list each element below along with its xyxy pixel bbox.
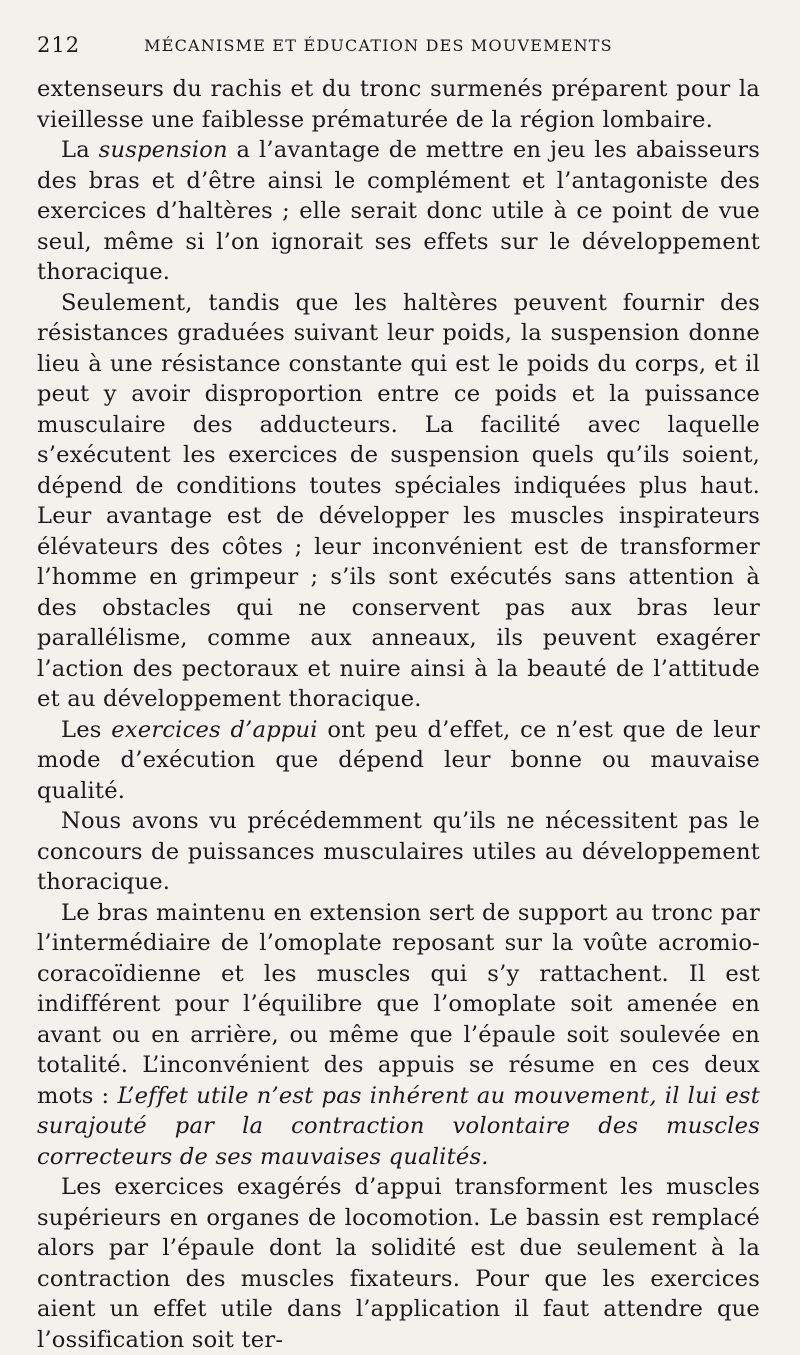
paragraph-2-suffix: a l’avantage de mettre en jeu les abaisseurs des bras et d’être ainsi le complément et l’antagoniste des exercices d’haltères ; elle serait donc utile à ce point de vue seul, même si l’on ignorait ses effets sur le développement thoracique.	[37, 137, 760, 285]
paragraph-5	[37, 806, 760, 898]
page-number: 212	[37, 33, 81, 57]
paragraph-6-italic: L’effet utile n’est pas inhérent au mouvement, il lui est surajouté par la contraction volontaire des muscles correcteurs de ses mauvaises qualités.	[37, 1082, 760, 1170]
paragraph-1-text: extenseurs du rachis et du tronc surmenés préparent pour la vieillesse une faiblesse prématurée de la région lombaire.	[37, 76, 760, 133]
paragraph-4-suffix: ont peu d’effet, ce n’est que de leur mode d’exécution que dépend leur bonne ou mauvaise qualité.	[37, 716, 760, 804]
paragraph-2-italic: suspension	[98, 137, 228, 163]
paragraph-5-text: Nous avons vu précédemment qu’ils ne nécessitent pas le concours de puissances musculaires utiles au développement thoracique.	[37, 808, 760, 895]
paragraph-2	[37, 135, 760, 288]
paragraph-7-text: Les exercices exagérés d’appui transforment les muscles supérieurs en organes de locomotion. Le bassin est remplacé alors par l’épaule dont la solidité est due seulement à la contraction des muscles fixateurs. Pour que les exercices aient un effet utile dans l’application il faut attendre que l’ossification soit ter-	[37, 1174, 760, 1353]
body-text	[37, 74, 760, 1355]
running-head: MÉCANISME ET ÉDUCATION DES MOUVEMENTS	[144, 35, 613, 55]
paragraph-1	[37, 74, 760, 135]
paragraph-4-prefix: Les	[61, 716, 112, 743]
paragraph-4-italic: exercices d’appui	[111, 716, 318, 743]
paragraph-7	[37, 1172, 760, 1355]
paragraph-4	[37, 715, 760, 807]
page-header	[37, 28, 760, 62]
paragraph-3	[37, 288, 760, 715]
paragraph-2-prefix: La	[61, 137, 99, 163]
paragraph-3-text: Seulement, tandis que les haltères peuvent fournir des résistances graduées suivant leur poids, la suspension donne lieu à une résistance constante qui est le poids du corps, et il peut y avoir disproportion entre ce poids et la puissance musculaire des adducteurs. La facilité avec laquelle s’exécutent les exercices de suspension quels qu’ils soient, dépend de conditions toutes spéciales indiquées plus haut. Leur avantage est de développer les muscles inspirateurs élévateurs des côtes ; leur inconvénient est de transformer l’homme en grimpeur ; s’ils sont exécutés sans attention à des obstacles qui ne conservent pas aux bras leur parallélisme, comme aux anneaux, ils peuvent exagérer l’action des pectoraux et nuire ainsi à la beauté de l’attitude et au développement thoracique.	[37, 289, 760, 712]
paragraph-6-prefix: Le bras maintenu en extension sert de support au tronc par l’intermédiaire de l’omoplate reposant sur la voûte acromio-coracoïdienne et les muscles qui s’y rattachent. Il est indifférent pour l’équilibre que l’omoplate soit amenée en avant ou en arrière, ou même que l’épaule soit soulevée en totalité. L’inconvénient des appuis se résume en ces deux mots :	[37, 899, 760, 1109]
paragraph-6	[37, 898, 760, 1173]
